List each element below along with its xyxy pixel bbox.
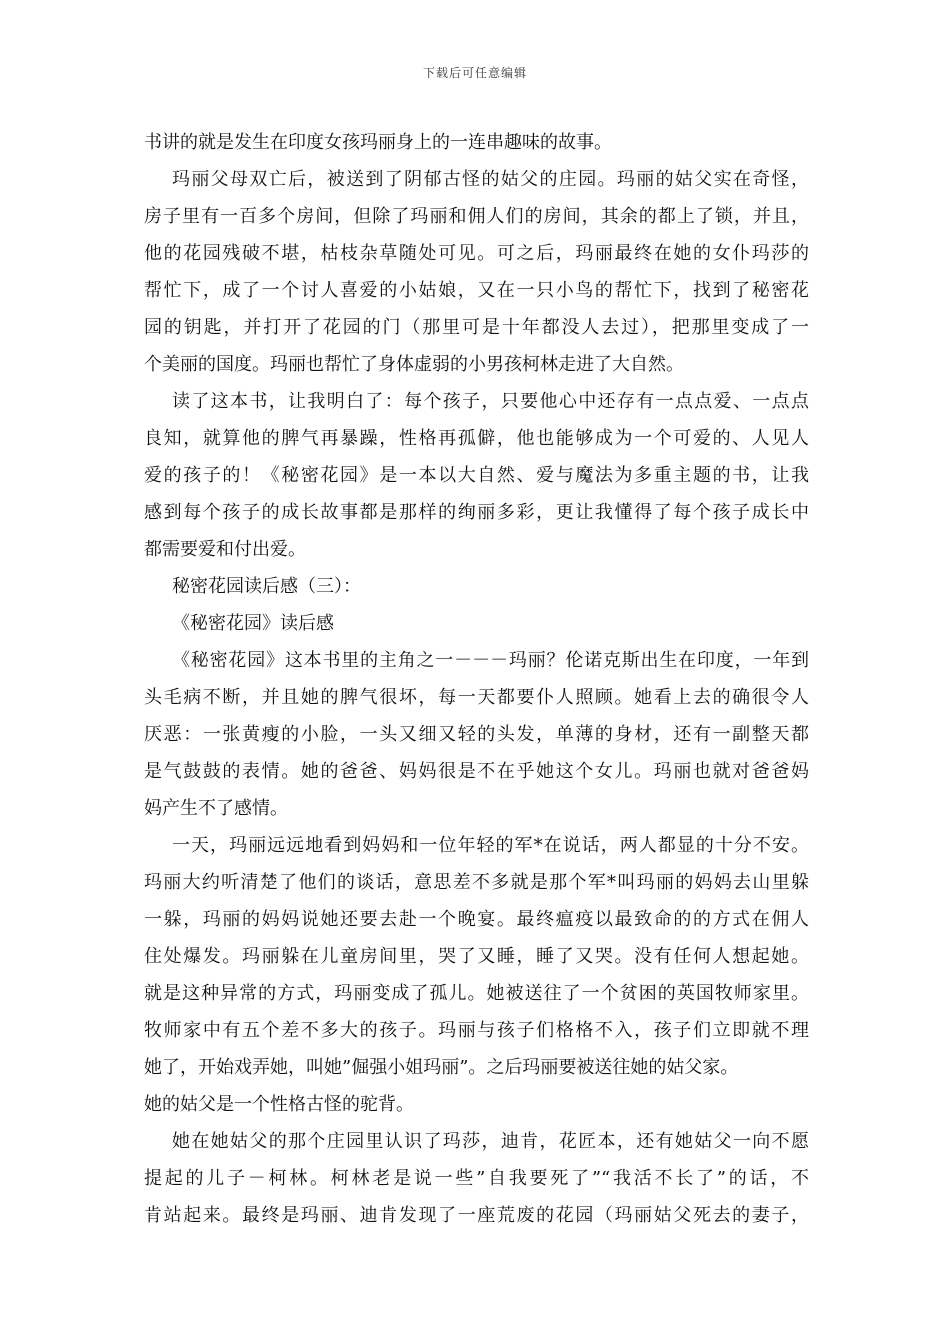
- text-line: 一躲，玛丽的妈妈说她还要去赴一个晚宴。最终瘟疫以最致命的的方式在佣人: [144, 909, 809, 930]
- text-line: 帮忙下，成了一个讨人喜爱的小姑娘，又在一只小鸟的帮忙下，找到了秘密花: [144, 280, 809, 301]
- text-line: 秘密花园读后感（三）：: [172, 576, 361, 597]
- text-line: 园的钥匙，并打开了花园的门（那里可是十年都没人去过），把那里变成了一: [144, 317, 809, 338]
- text-line: 读了这本书，让我明白了：每个孩子，只要他心中还存有一点点爱、一点点: [172, 391, 809, 412]
- document-body: [144, 124, 809, 1234]
- text-line: 她的姑父是一个性格古怪的驼背。: [144, 1094, 414, 1115]
- page-header: 下载后可任意编辑: [422, 66, 527, 80]
- text-line: 爱的孩子的！《秘密花园》是一本以大自然、爱与魔法为多重主题的书，让我: [144, 465, 809, 486]
- text-line: 头毛病不断，并且她的脾气很坏，每一天都要仆人照顾。她看上去的确很令人: [144, 687, 809, 708]
- text-line: 是气鼓鼓的表情。她的爸爸、妈妈很是不在乎她这个女儿。玛丽也就对爸爸妈: [144, 761, 809, 782]
- text-line: 就是这种异常的方式，玛丽变成了孤儿。她被送往了一个贫困的英国牧师家里。: [144, 983, 809, 1004]
- text-line: 他的花园残破不堪，枯枝杂草随处可见。可之后，玛丽最终在她的女仆玛莎的: [144, 243, 809, 264]
- text-line: 牧师家中有五个差不多大的孩子。玛丽与孩子们格格不入，孩子们立即就不理: [144, 1020, 809, 1041]
- text-line: 一天，玛丽远远地看到妈妈和一位年轻的军*在说话，两人都显的十分不安。: [172, 835, 809, 856]
- text-line: 感到每个孩子的成长故事都是那样的绚丽多彩，更让我懂得了每个孩子成长中: [144, 502, 809, 523]
- text-line: 提起的儿子－柯林。柯林老是说一些”自我要死了”“我活不长了”的话，不: [144, 1168, 809, 1189]
- text-line: 《秘密花园》这本书里的主角之一－－－玛丽？伦诺克斯出生在印度，一年到: [172, 650, 809, 671]
- text-line: 都需要爱和付出爱。: [144, 539, 306, 560]
- text-line: 玛丽大约听清楚了他们的谈话，意思差不多就是那个军*叫玛丽的妈妈去山里躲: [144, 872, 809, 893]
- text-line: 书讲的就是发生在印度女孩玛丽身上的一连串趣味的故事。: [144, 132, 612, 153]
- text-line: 她了，开始戏弄她，叫她”倔强小姐玛丽”。之后玛丽要被送往她的姑父家。: [144, 1057, 739, 1078]
- text-line: 房子里有一百多个房间，但除了玛丽和佣人们的房间，其余的都上了锁，并且，: [144, 206, 809, 227]
- text-line: 肯站起来。最终是玛丽、迪肯发现了一座荒废的花园（玛丽姑父死去的妻子，: [144, 1205, 809, 1226]
- text-line: 良知，就算他的脾气再暴躁，性格再孤僻，他也能够成为一个可爱的、人见人: [144, 428, 809, 449]
- text-line: 个美丽的国度。玛丽也帮忙了身体虚弱的小男孩柯林走进了大自然。: [144, 354, 684, 375]
- text-line: 妈产生不了感情。: [144, 798, 288, 819]
- text-line: 玛丽父母双亡后，被送到了阴郁古怪的姑父的庄园。玛丽的姑父实在奇怪，: [172, 169, 809, 190]
- text-line: 住处爆发。玛丽躲在儿童房间里，哭了又睡，睡了又哭。没有任何人想起她。: [144, 946, 809, 967]
- text-line: 她在她姑父的那个庄园里认识了玛莎，迪肯，花匠本，还有她姑父一向不愿: [172, 1131, 809, 1152]
- text-line: 厌恶：一张黄瘦的小脸，一头又细又轻的头发，单薄的身材，还有一副整天都: [144, 724, 809, 745]
- text-line: 《秘密花园》读后感: [172, 613, 334, 634]
